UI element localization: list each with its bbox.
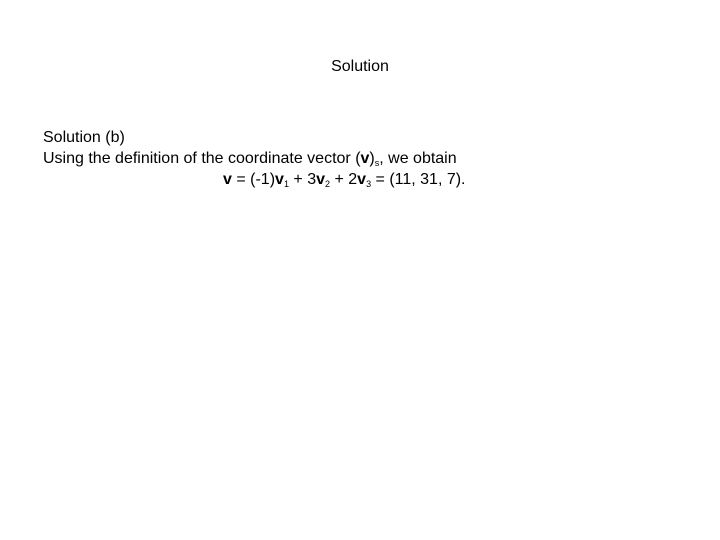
eq-vector-1: v <box>275 171 284 188</box>
eq-coefficient-2: + 3 <box>288 171 317 188</box>
eq-subscript-3: 3 <box>366 179 372 189</box>
eq-vector-2: v <box>316 171 325 188</box>
intro-line <box>43 148 683 169</box>
eq-subscript-2: 2 <box>325 179 331 189</box>
vector-symbol: v <box>360 150 370 167</box>
solution-heading: Solution (b) <box>43 129 125 146</box>
eq-vector-3: v <box>357 171 367 188</box>
slide-title: Solution <box>331 58 389 75</box>
basis-subscript: s <box>374 158 380 168</box>
solution-body <box>43 127 683 190</box>
eq-coefficient-3: + 2 <box>330 171 358 188</box>
intro-text-end: , we obtain <box>379 150 457 167</box>
eq-coefficient-1: = (-1) <box>231 171 276 188</box>
intro-text-start: Using the definition of the coordinate vector ( <box>43 150 361 167</box>
equation-line <box>43 169 683 190</box>
intro-close-paren: ) <box>369 150 375 167</box>
eq-result: = (11, 31, 7). <box>371 171 466 188</box>
eq-lhs-vector: v <box>223 171 232 188</box>
eq-subscript-1: 1 <box>283 179 289 189</box>
